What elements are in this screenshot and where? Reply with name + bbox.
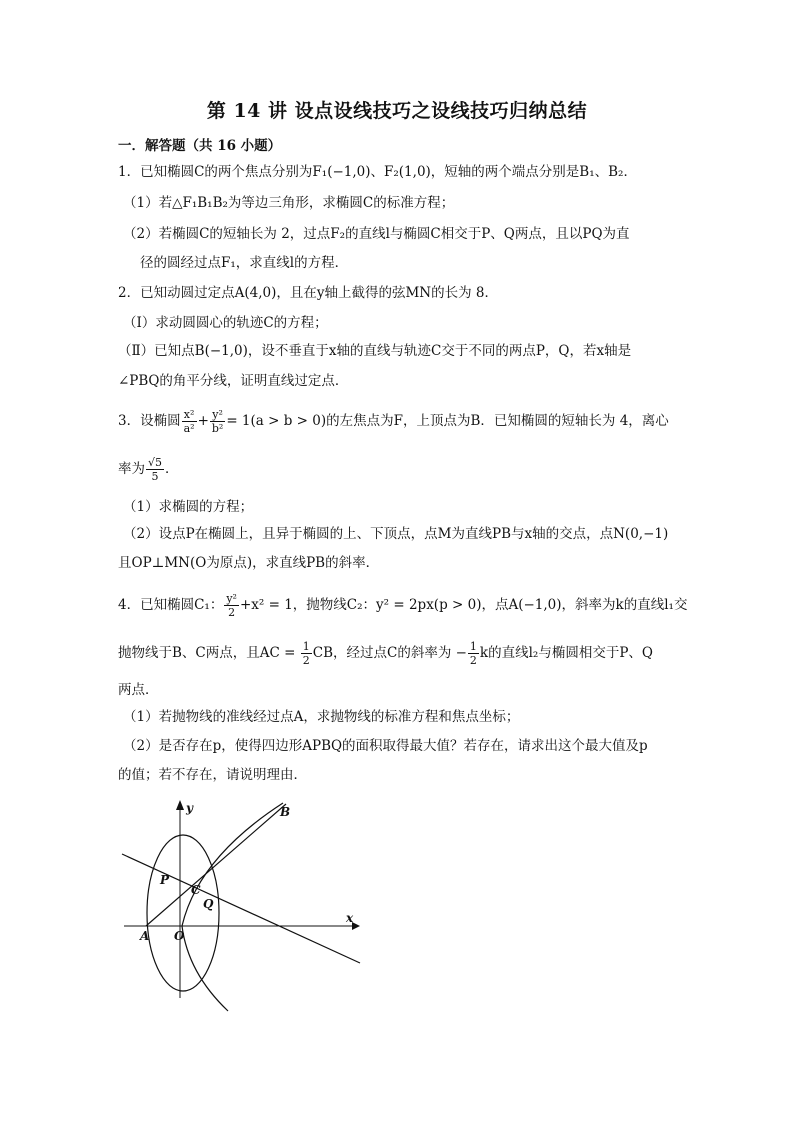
p4-stem-e: k的直线l₂与椭圆相交于P、Q bbox=[479, 645, 653, 661]
problem-1-part-1: （1）若△F₁B₁B₂为等边三角形，求椭圆C的标准方程； bbox=[123, 195, 455, 211]
frac-den: b² bbox=[211, 422, 224, 435]
label-x: x bbox=[346, 911, 354, 925]
frac-num: x² bbox=[182, 408, 197, 422]
line-l1 bbox=[146, 804, 286, 926]
problem-4-part-1: （1）若抛物线的准线经过点A，求抛物线的标准方程和焦点坐标； bbox=[123, 709, 520, 725]
fraction-y2-over-2 bbox=[224, 592, 239, 619]
fraction-1-over-2 bbox=[468, 640, 479, 667]
frac-num: 1 bbox=[469, 640, 477, 653]
geometry-figure bbox=[118, 798, 368, 1013]
frac-num: y² bbox=[226, 592, 237, 605]
fraction-y2-over-b2 bbox=[210, 408, 225, 435]
label-y: y bbox=[186, 801, 193, 815]
frac-den: 5 bbox=[151, 470, 159, 483]
frac-num: y² bbox=[210, 408, 225, 422]
problem-2-part-2: （Ⅱ）已知点B(−1,0)，设不垂直于x轴的直线与轨迹C交于不同的两点P，Q，若x轴是 bbox=[118, 343, 632, 359]
label-P: P bbox=[160, 873, 170, 887]
fraction-1-over-2 bbox=[301, 640, 312, 667]
ecc-post: ． bbox=[165, 461, 179, 477]
label-C: C bbox=[191, 883, 201, 897]
frac-num: √5 bbox=[148, 456, 163, 469]
label-O: O bbox=[174, 929, 185, 943]
line-l2 bbox=[122, 854, 360, 963]
p4-stem-d: CB，经过点C的斜率为 − bbox=[312, 645, 467, 661]
problem-2-part-1: （Ⅰ）求动圆圆心的轨迹C的方程； bbox=[123, 315, 328, 331]
p4-stem-c: 抛物线于B、C两点，且AC = bbox=[118, 645, 300, 661]
frac-den: a² bbox=[183, 422, 195, 435]
problem-2-part-2-cont: ∠PBQ的角平分线，证明直线过定点． bbox=[118, 373, 349, 389]
problem-4-part-2: （2）是否存在p，使得四边形APBQ的面积取得最大值？若存在，请求出这个最大值及p bbox=[123, 738, 648, 754]
problem-3-stem-post: 的左焦点为F，上顶点为B．已知椭圆的短轴长为 4，离心 bbox=[326, 413, 669, 429]
page-title: 第 14 讲 设点设线技巧之设线技巧归纳总结 bbox=[206, 100, 588, 122]
parabola-upper bbox=[182, 803, 283, 926]
p4-stem-a: 4．已知椭圆C₁： bbox=[118, 597, 224, 613]
problem-3-part-1: （1）求椭圆的方程； bbox=[123, 499, 254, 515]
label-B: B bbox=[280, 805, 291, 819]
problem-4-stem-cont bbox=[118, 640, 678, 667]
parabola-lower bbox=[182, 926, 228, 1011]
ellipse-curve bbox=[147, 835, 219, 991]
problem-1-stem: 1．已知椭圆C的两个焦点分别为F₁(−1,0)、F₂(1,0)，短轴的两个端点分别是B₁、B₂． bbox=[118, 164, 637, 180]
fraction-sqrt5-over-5 bbox=[146, 456, 164, 483]
p4-stem-b: +x² = 1，抛物线C₂：y² = 2px(p > 0)，点A(−1,0)，斜率为k的直线l₁交 bbox=[239, 597, 688, 613]
label-A: A bbox=[140, 929, 150, 943]
x-axis-arrow bbox=[352, 922, 360, 930]
problem-1-part-2: （2）若椭圆C的短轴长为 2，过点F₂的直线l与椭圆C相交于P、Q两点，且以PQ为直 bbox=[123, 226, 630, 242]
problem-3-eccentricity bbox=[118, 456, 678, 483]
frac-num: 1 bbox=[302, 640, 310, 653]
frac-den: 2 bbox=[228, 606, 236, 619]
fraction-x2-over-a2 bbox=[182, 408, 197, 435]
problem-1-part-2-cont: 径的圆经过点F₁，求直线l的方程． bbox=[140, 255, 349, 271]
problem-3-part-2-cont: 且OP⊥MN(O为原点)，求直线PB的斜率． bbox=[118, 555, 380, 571]
ellipse-condition: = 1(a > b > 0) bbox=[226, 413, 327, 429]
problem-3-stem: 3．设椭圆 $\frac{\text{x²}}{\text{a²}}$ + $\frac{\text{y²}}{\text{b²}}$ = 1(a > b > 0)的左焦点为F，上顶点为B．已知椭圆的短轴长为 4，离心 bbox=[118, 408, 669, 435]
problem-4-stem bbox=[118, 592, 688, 619]
problem-2-stem: 2．已知动圆过定点A(4,0)，且在y轴上截得的弦MN的长为 8． bbox=[118, 285, 498, 301]
problem-3-part-2: （2）设点P在椭圆上，且异于椭圆的上、下顶点，点M为直线PB与x轴的交点，点N(0,−1) bbox=[123, 526, 669, 542]
problem-3-stem-pre: 3．设椭圆 bbox=[118, 413, 181, 429]
frac-den: 2 bbox=[469, 654, 477, 667]
frac-den: 2 bbox=[302, 654, 310, 667]
section-heading: 一．解答题（共 16 小题） bbox=[118, 138, 282, 154]
problem-4-part-2-cont: 的值；若不存在，请说明理由． bbox=[118, 767, 307, 783]
y-axis-arrow bbox=[176, 800, 184, 810]
problem-4-stem-end: 两点． bbox=[118, 682, 159, 698]
label-Q: Q bbox=[203, 897, 214, 911]
ecc-pre: 率为 bbox=[118, 461, 145, 477]
